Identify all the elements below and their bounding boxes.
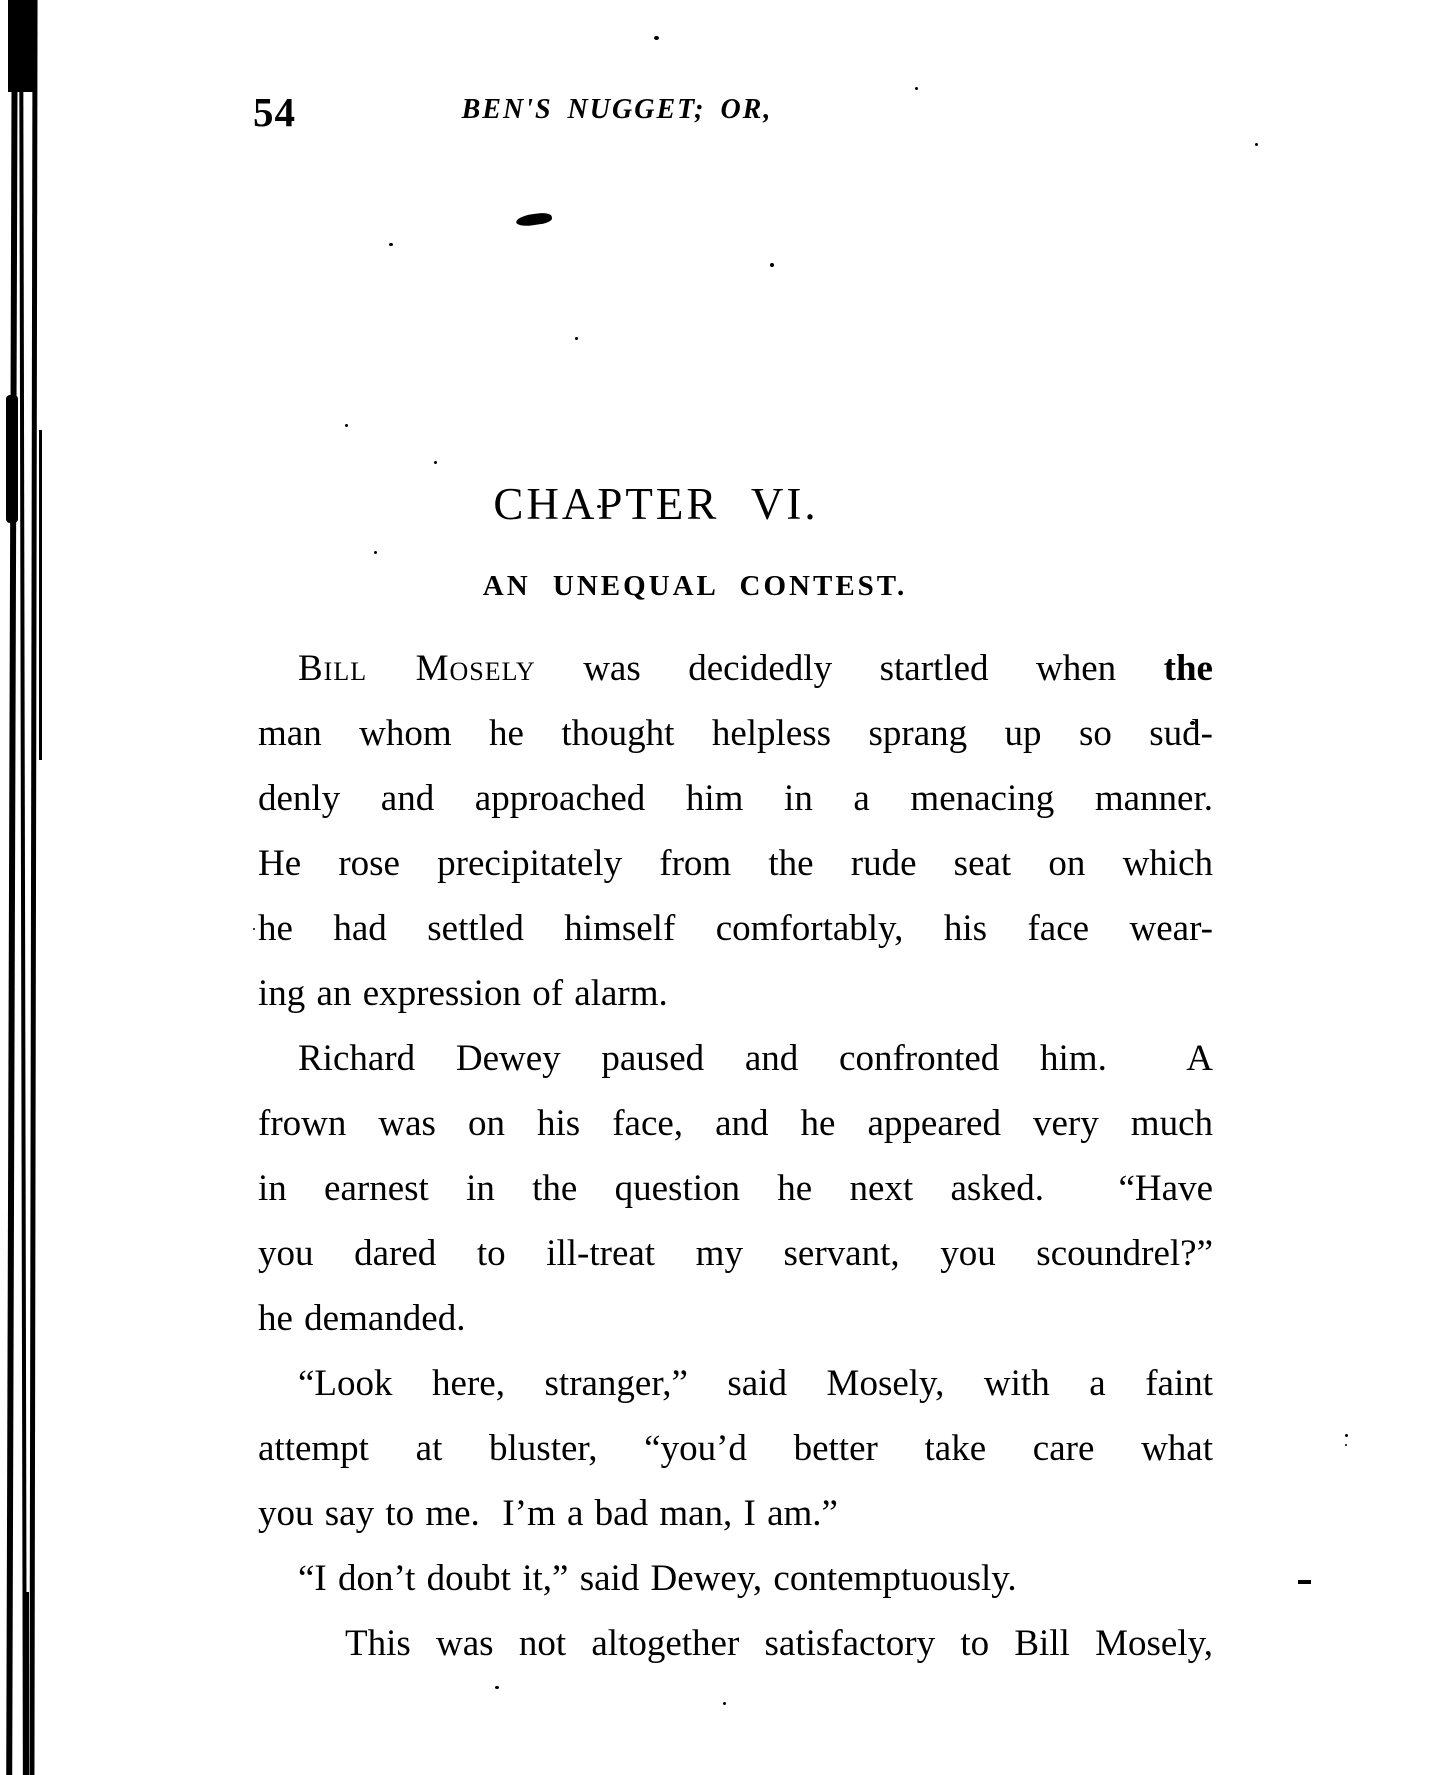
ink-speck [374,551,377,554]
text-segment: Richard Dewey paused and confronted him. A [298,1038,1213,1079]
binding-ink-blob [8,0,34,92]
text-line [258,1156,1213,1221]
text-segment: you say to me. I’m a bad man, I am.” [258,1493,838,1534]
binding-line [39,430,42,760]
ink-speck [723,1702,726,1705]
binding-line [19,0,27,1775]
ink-speck [1345,1444,1347,1446]
body-text [258,636,1213,1676]
text-line [258,1351,1213,1416]
text-segment: he demanded. [258,1298,466,1339]
running-head: BEN'S NUGGET; OR, [461,94,773,125]
text-line [258,701,1213,766]
text-segment: “Look here, stranger,” said Mosely, with a faint [298,1363,1213,1404]
text-segment: Bill Mosely [298,648,536,689]
text-segment: he had settled himself comfortably, his face wear- [258,908,1213,949]
binding-ink-blob [6,395,18,523]
text-line [258,1546,1213,1611]
ink-speck [654,36,659,40]
text-line [258,961,1213,1026]
text-segment: you dared to ill-treat my servant, you scoundrel?” [258,1233,1213,1274]
chapter-subtitle: AN UNEQUAL CONTEST. [482,570,908,602]
ink-speck [253,928,255,930]
text-segment: the [1163,648,1213,689]
text-segment: in earnest in the question he next asked. “Have [258,1168,1213,1209]
ink-speck [770,263,774,267]
text-line [258,1026,1213,1091]
text-line [258,636,1213,701]
text-line [258,1481,1213,1546]
text-line [258,1416,1213,1481]
text-segment: denly and approached him in a menacing manner. [258,778,1213,819]
ink-speck [915,87,918,90]
ink-dash-mark [1298,1580,1311,1584]
text-segment: was decidedly startled when [535,648,1164,689]
ink-speck [495,1686,499,1689]
text-line [258,766,1213,831]
binding-line [6,0,18,1775]
text-segment: attempt at bluster, “you’d better take care what [258,1428,1213,1469]
ink-speck [389,243,393,246]
text-segment: ing an expression of alarm. [258,973,668,1014]
binding-line [29,0,37,1775]
text-line [258,896,1213,961]
ink-smudge [515,212,552,228]
text-segment: This was not altogether satisfactory to Bill Mosely, [345,1623,1213,1664]
ink-speck [345,424,348,427]
ink-speck [1255,143,1258,146]
ink-speck [434,461,437,464]
text-segment: He rose precipitately from the rude seat on which [258,843,1213,884]
text-line [258,831,1213,896]
binding-ink-blob [24,1592,29,1775]
chapter-heading: CHAPTER VI. [493,479,819,529]
ink-speck [1345,1434,1348,1437]
text-segment: man whom he thought helpless sprang up so sud- [258,713,1213,754]
text-line [258,1091,1213,1156]
text-line [258,1221,1213,1286]
text-segment: frown was on his face, and he appeared very much [258,1103,1213,1144]
text-segment: “I don’t doubt it,” said Dewey, contemptuously. [298,1558,1017,1599]
ink-speck [575,337,578,340]
page-number: 54 [253,89,296,135]
text-line [258,1611,1213,1676]
text-line [258,1286,1213,1351]
